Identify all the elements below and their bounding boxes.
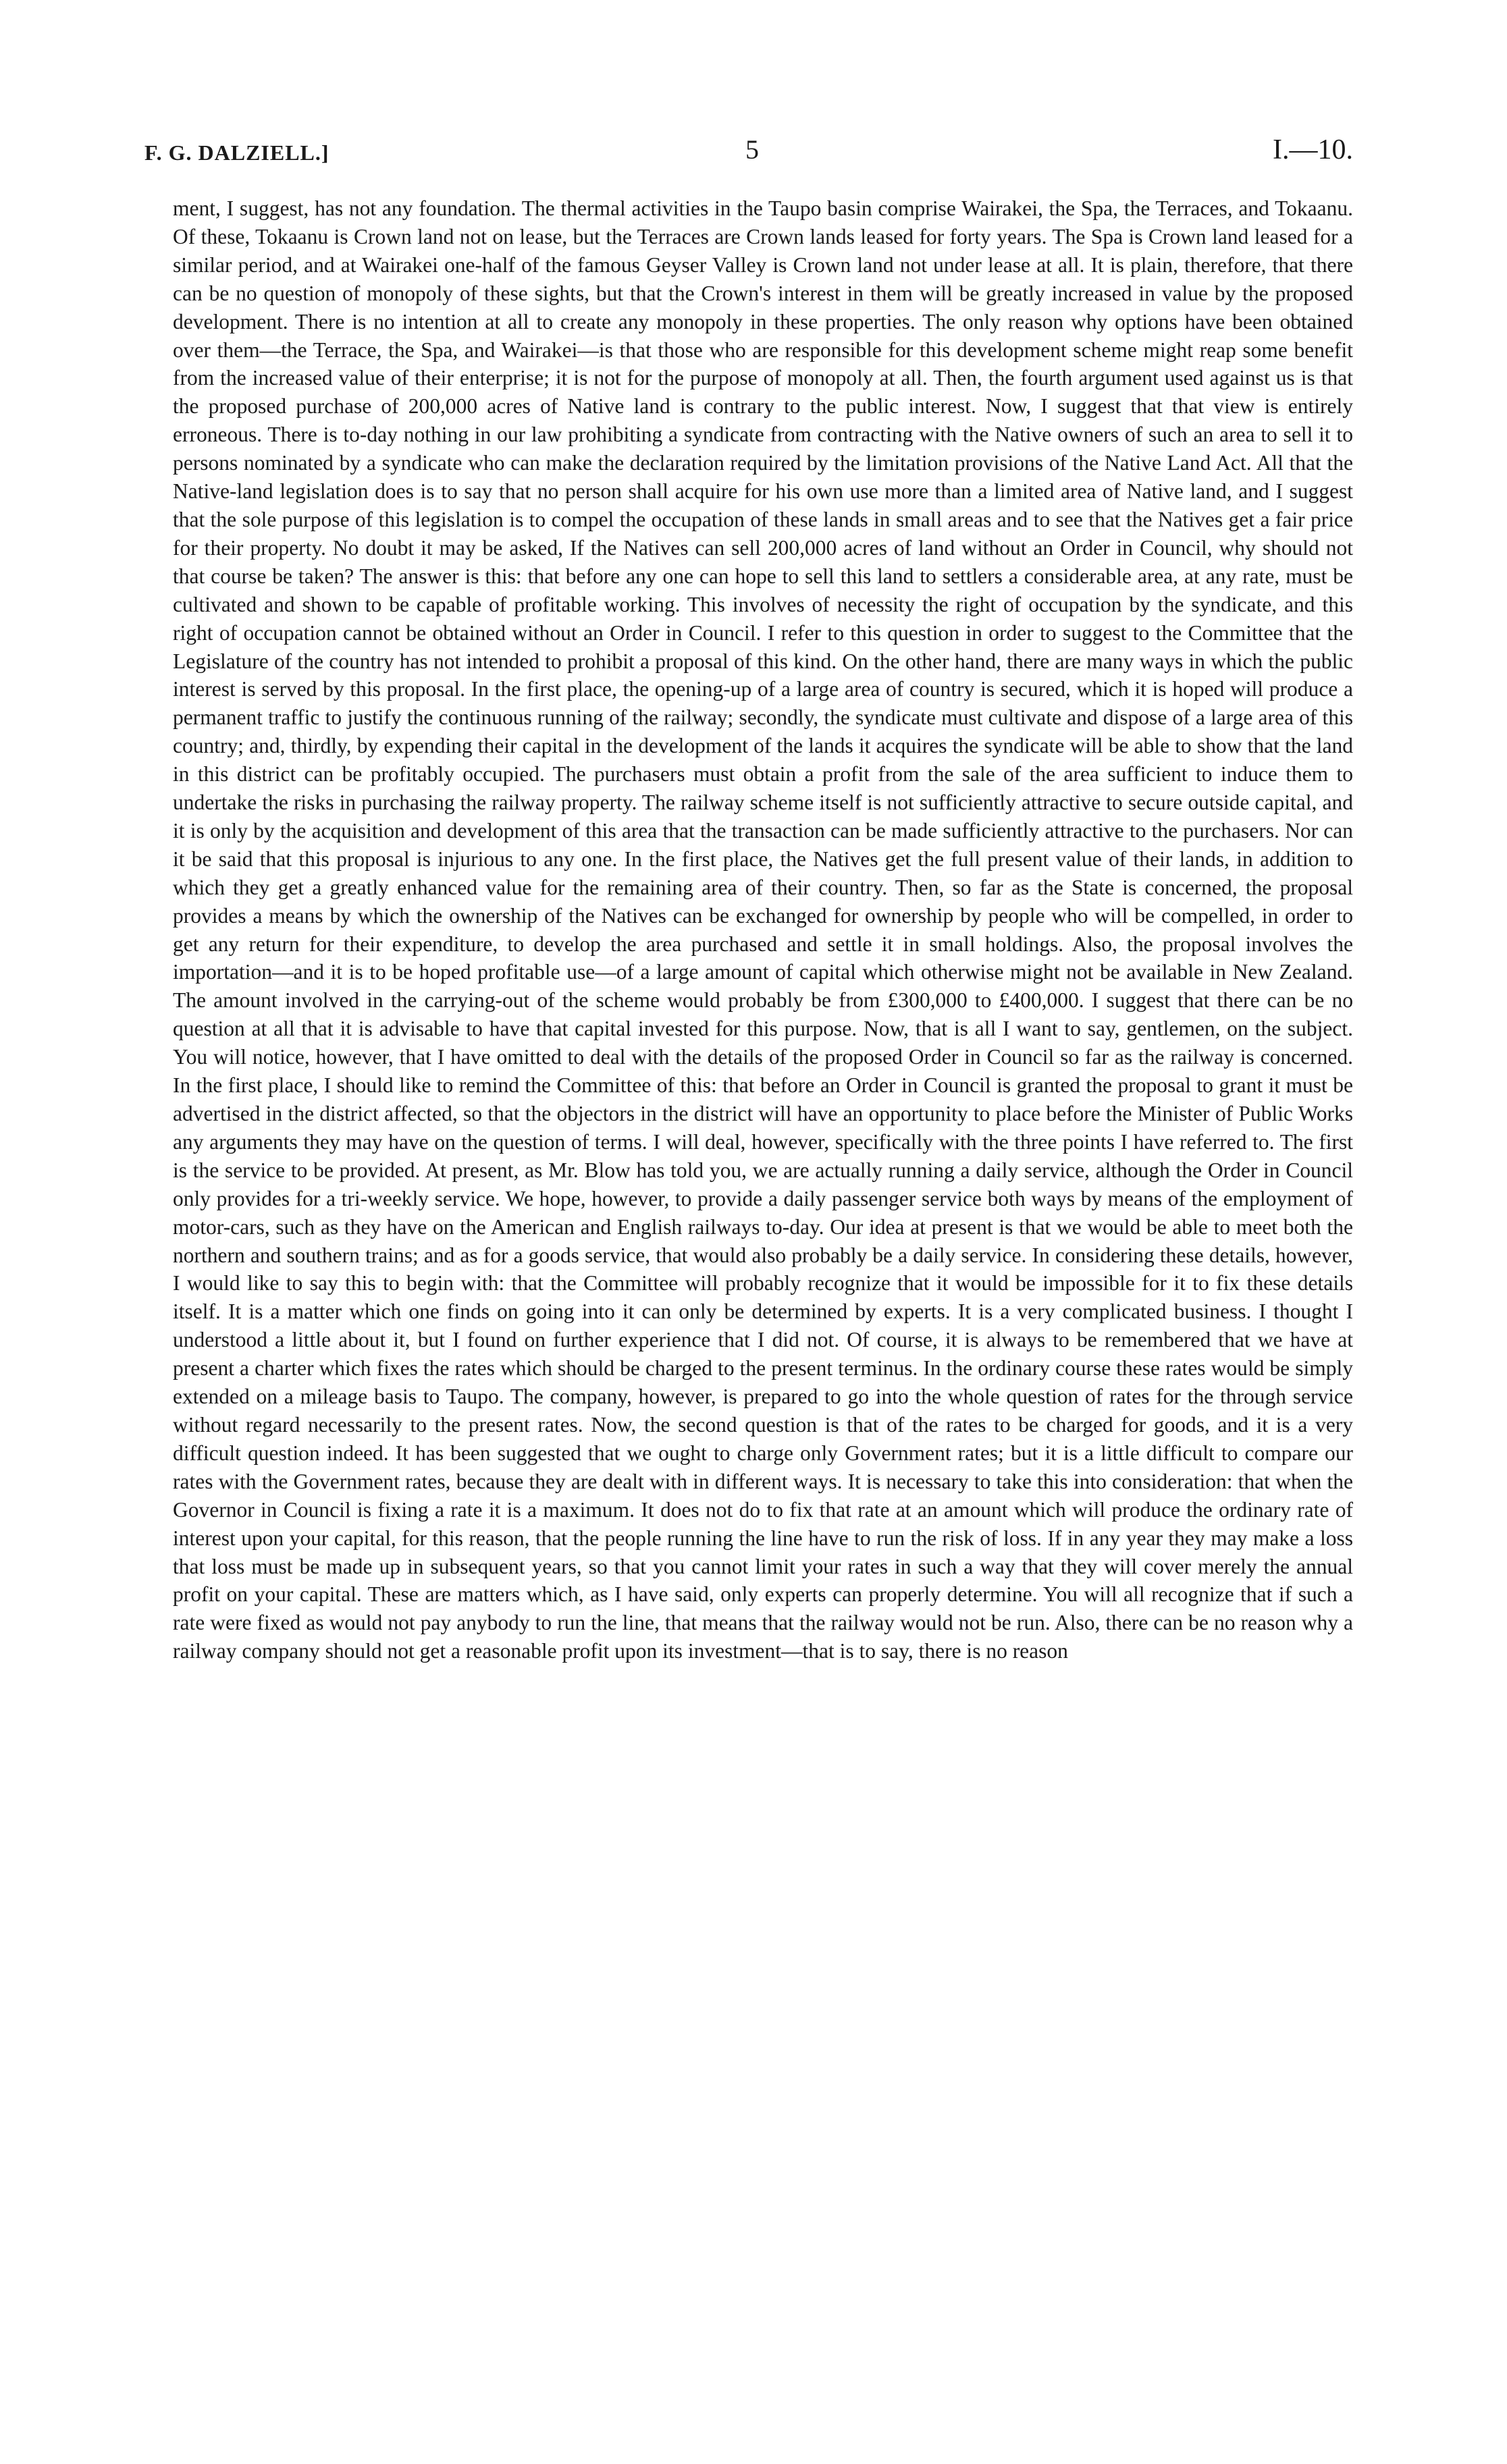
page-header xyxy=(144,134,1353,174)
body-paragraph: ment, I suggest, has not any foundation. The thermal activities in the Taupo basin comprise Wairakei, the Spa, the Terraces, and Tokaanu. Of these, Tokaanu is Crown land not on lease, but the Terraces are Crown lands leased for forty years. The Spa is Crown land leased for a similar period, and at Wairakei one-half of the famous Geyser Valley is Crown land not under lease at all. It is plain, therefore, that there can be no question of monopoly of these sights, but that the Crown's interest in them will be greatly increased in value by the proposed development. There is no intention at all to create any monopoly in these properties. The only reason why options have been obtained over them—the Terrace, the Spa, and Wairakei—is that those who are responsible for this development scheme might reap some benefit from the increased value of their enterprise; it is not for the purpose of monopoly at all. Then, the fourth argument used against us is that the proposed purchase of 200,000 acres of Native land is contrary to the public interest. Now, I suggest that that view is entirely erroneous. There is to-day nothing in our law prohibiting a syndicate from contracting with the Native owners of such an area to sell it to persons nominated by a syndicate who can make the declaration required by the limitation provisions of the Native Land Act. All that the Native-land legislation does is to say that no person shall acquire for his own use more than a limited area of Native land, and I suggest that the sole purpose of this legislation is to compel the occupation of these lands in small areas and to see that the Natives get a fair price for their property. No doubt it may be asked, If the Natives can sell 200,000 acres of land without an Order in Council, why should not that course be taken? The answer is this: that before any one can hope to sell this land to settlers a considerable area, at any rate, must be cultivated and shown to be capable of profitable working. This involves of necessity the right of occupation by the syndicate, and this right of occupation cannot be obtained without an Order in Council. I refer to this question in order to suggest to the Committee that the Legislature of the country has not intended to prohibit a proposal of this kind. On the other hand, there are many ways in which the public interest is served by this proposal. In the first place, the opening-up of a large area of country is secured, which it is hoped will produce a permanent traffic to justify the continuous running of the railway; secondly, the syndicate must cultivate and dispose of a large area of this country; and, thirdly, by expending their capital in the development of the lands it acquires the syndicate will be able to show that the land in this district can be profitably occupied. The purchasers must obtain a profit from the sale of the area sufficient to induce them to undertake the risks in purchasing the railway property. The railway scheme itself is not sufficiently attractive to secure outside capital, and it is only by the acquisition and development of this area that the transaction can be made sufficiently attractive to the purchasers. Nor can it be said that this proposal is injurious to any one. In the first place, the Natives get the full present value of their lands, in addition to which they get a greatly enhanced value for the remaining area of their country. Then, so far as the State is concerned, the proposal provides a means by which the ownership of the Natives can be exchanged for ownership by people who will be compelled, in order to get any return for their expenditure, to develop the area purchased and settle it in small holdings. Also, the proposal involves the importation—and it is to be hoped profitable use—of a large amount of capital which otherwise might not be available in New Zealand. The amount involved in the carrying-out of the scheme would probably be from £300,000 to £400,000. I suggest that there can be no question at all that it is advisable to have that capital invested for this purpose. Now, that is all I want to say, gentlemen, on the subject. You will notice, however, that I have omitted to deal with the details of the proposed Order in Council so far as the railway is concerned. In the first place, I should like to remind the Committee of this: that before an Order in Council is granted the proposal to grant it must be advertised in the district affected, so that the objectors in the district will have an opportunity to place before the Minister of Public Works any arguments they may have on the question of terms. I will deal, however, specifically with the three points I have referred to. The first is the service to be provided. At present, as Mr. Blow has told you, we are actually running a daily service, although the Order in Council only provides for a tri-weekly service. We hope, however, to provide a daily passenger service both ways by means of the employment of motor-cars, such as they have on the American and English railways to-day. Our idea at present is that we would be able to meet both the northern and southern trains; and as for a goods service, that would also probably be a daily service. In considering these details, however, I would like to say this to begin with: that the Committee will probably recognize that it would be impossible for it to fix these details itself. It is a matter which one finds on going into it can only be determined by experts. It is a very complicated business. I thought I understood a little about it, but I found on further experience that I did not. Of course, it is always to be remembered that we have at present a charter which fixes the rates which should be charged to the present terminus. In the ordinary course these rates would be simply extended on a mileage basis to Taupo. The company, however, is prepared to go into the whole question of rates for the through service without regard necessarily to the present rates. Now, the second question is that of the rates to be charged for goods, and it is a very difficult question indeed. It has been suggested that we ought to charge only Government rates; but it is a little difficult to compare our rates with the Government rates, because they are dealt with in different ways. It is necessary to take this into consideration: that when the Governor in Council is fixing a rate it is a maximum. It does not do to fix that rate at an amount which will produce the ordinary rate of interest upon your capital, for this reason, that the people running the line have to run the risk of loss. If in any year they may make a loss that loss must be made up in subsequent years, so that you cannot limit your rates in such a way that they will cover merely the annual profit on your capital. These are matters which, as I have said, only experts can properly determine. You will all recognize that if such a rate were fixed as would not pay anybody to run the line, that means that the railway would not be run. Also, there can be no reason why a railway company should not get a reasonable profit upon its investment—that is to say, there is no reason xyxy=(173,196,1353,1663)
document-reference: I.—10. xyxy=(1273,134,1353,165)
page-number: 5 xyxy=(745,134,759,165)
header-author: F. G. DALZIELL.] xyxy=(144,140,329,165)
